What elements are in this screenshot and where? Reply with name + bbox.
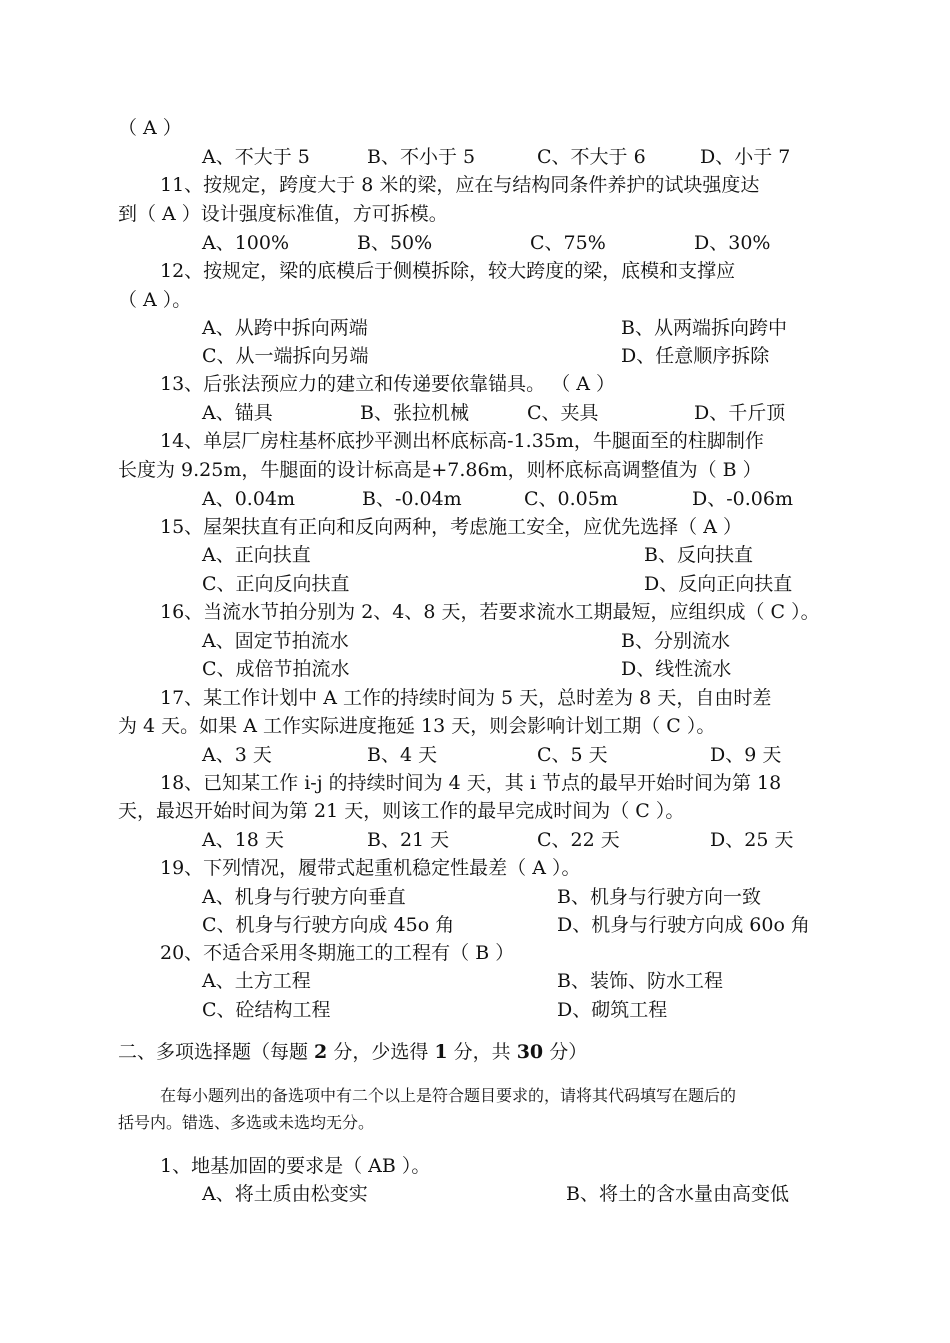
q19-option-a: A、机身与行驶方向垂直: [202, 886, 406, 908]
q20-stem-line1: 20、不适合采用冬期施工的工程有（ B ）: [160, 942, 515, 964]
q11-option-b: B、50%: [357, 232, 433, 254]
q19-option-b: B、机身与行驶方向一致: [557, 886, 761, 908]
q20-option-b: B、装饰、防水工程: [557, 970, 723, 992]
q14-option-d: D、-0.06m: [692, 488, 793, 510]
q10-option-a: A、不大于 5: [202, 146, 310, 168]
q12-option-c: C、从一端拆向另端: [202, 345, 369, 367]
section2-instruction-line2: 括号内。错选、多选或未选均无分。: [118, 1113, 375, 1132]
q17-stem-line1: 17、某工作计划中 A 工作的持续时间为 5 天，总时差为 8 天，自由时差: [160, 687, 772, 709]
q18-option-a: A、18 天: [202, 829, 284, 851]
q11-stem-line2: 到（ A ）设计强度标准值，方可拆模。: [118, 203, 448, 225]
q20-option-a: A、土方工程: [202, 970, 311, 992]
q18-stem-line1: 18、已知某工作 i-j 的持续时间为 4 天，其 i 节点的最早开始时间为第 18: [160, 772, 782, 794]
q12-stem-line1: 12、按规定，梁的底模后于侧模拆除，较大跨度的梁，底模和支撑应: [160, 260, 736, 282]
q19-option-d: D、机身与行驶方向成 60o 角: [557, 914, 810, 936]
q14-stem-line1: 14、单层厂房柱基杯底抄平测出杯底标高-1.35m，牛腿面至的柱脚制作: [160, 430, 764, 452]
q14-option-b: B、-0.04m: [362, 488, 462, 510]
q15-option-a: A、正向扶直: [202, 544, 311, 566]
q19-option-c: C、机身与行驶方向成 45o 角: [202, 914, 455, 936]
m1-option-b: B、将土的含水量由高变低: [566, 1183, 789, 1205]
q19-stem-line1: 19、下列情况，履带式起重机稳定性最差（ A ）。: [160, 857, 581, 879]
q12-stem-line2: （ A ）。: [118, 289, 192, 311]
q17-option-c: C、5 天: [537, 744, 608, 766]
q15-stem-line1: 15、屋架扶直有正向和反向两种，考虑施工安全，应优先选择（ A ）: [160, 516, 742, 538]
q18-stem-line2: 天，最迟开始时间为第 21 天，则该工作的最早完成时间为（ C ）。: [118, 800, 685, 822]
q10-answer: （ A ）: [118, 117, 182, 139]
q16-option-b: B、分别流水: [621, 630, 730, 652]
q12-option-d: D、任意顺序拆除: [621, 345, 770, 367]
q15-option-b: B、反向扶直: [644, 544, 753, 566]
q14-option-c: C、0.05m: [524, 488, 618, 510]
q11-option-c: C、75%: [530, 232, 606, 254]
q11-option-d: D、30%: [694, 232, 771, 254]
q16-stem-line1: 16、当流水节拍分别为 2、4、8 天，若要求流水工期最短，应组织成（ C ）。: [160, 601, 820, 623]
q11-stem-line1: 11、按规定，跨度大于 8 米的梁，应在与结构同条件养护的试块强度达: [160, 174, 760, 196]
q17-option-a: A、3 天: [202, 744, 272, 766]
q13-option-c: C、夹具: [527, 402, 599, 424]
q18-option-d: D、25 天: [710, 829, 794, 851]
q18-option-c: C、22 天: [537, 829, 620, 851]
section2-instruction-line1: 在每小题列出的备选项中有二个以上是符合题目要求的，请将其代码填写在题后的: [160, 1086, 737, 1105]
q17-option-d: D、9 天: [710, 744, 782, 766]
q11-option-a: A、100%: [202, 232, 290, 254]
section2-heading: 二、多项选择题（每题 2 分，少选得 1 分，共 30 分）: [118, 1041, 588, 1063]
q16-option-a: A、固定节拍流水: [202, 630, 349, 652]
q13-option-a: A、锚具: [202, 402, 273, 424]
q15-option-d: D、反向正向扶直: [644, 573, 793, 595]
q20-option-d: D、砌筑工程: [557, 999, 668, 1021]
q17-stem-line2: 为 4 天。如果 A 工作实际进度拖延 13 天，则会影响计划工期（ C ）。: [118, 715, 716, 737]
q16-option-c: C、成倍节拍流水: [202, 658, 350, 680]
q16-option-d: D、线性流水: [621, 658, 732, 680]
q17-option-b: B、4 天: [367, 744, 438, 766]
q14-stem-line2: 长度为 9.25m，牛腿面的设计标高是+7.86m，则杯底标高调整值为（ B ）: [118, 459, 762, 481]
q10-option-b: B、不小于 5: [367, 146, 476, 168]
m1-option-a: A、将土质由松变实: [202, 1183, 368, 1205]
q13-option-b: B、张拉机械: [360, 402, 469, 424]
q12-option-b: B、从两端拆向跨中: [621, 317, 787, 339]
q13-option-d: D、千斤顶: [694, 402, 786, 424]
m1-stem-line1: 1、地基加固的要求是（ AB ）。: [160, 1155, 431, 1177]
q18-option-b: B、21 天: [367, 829, 450, 851]
q10-option-d: D、小于 7: [700, 146, 791, 168]
q20-option-c: C、砼结构工程: [202, 999, 331, 1021]
q12-option-a: A、从跨中拆向两端: [202, 317, 368, 339]
q13-stem-line1: 13、后张法预应力的建立和传递要依靠锚具。 （ A ）: [160, 373, 616, 395]
q10-option-c: C、不大于 6: [537, 146, 646, 168]
q14-option-a: A、0.04m: [202, 488, 296, 510]
q15-option-c: C、正向反向扶直: [202, 573, 350, 595]
